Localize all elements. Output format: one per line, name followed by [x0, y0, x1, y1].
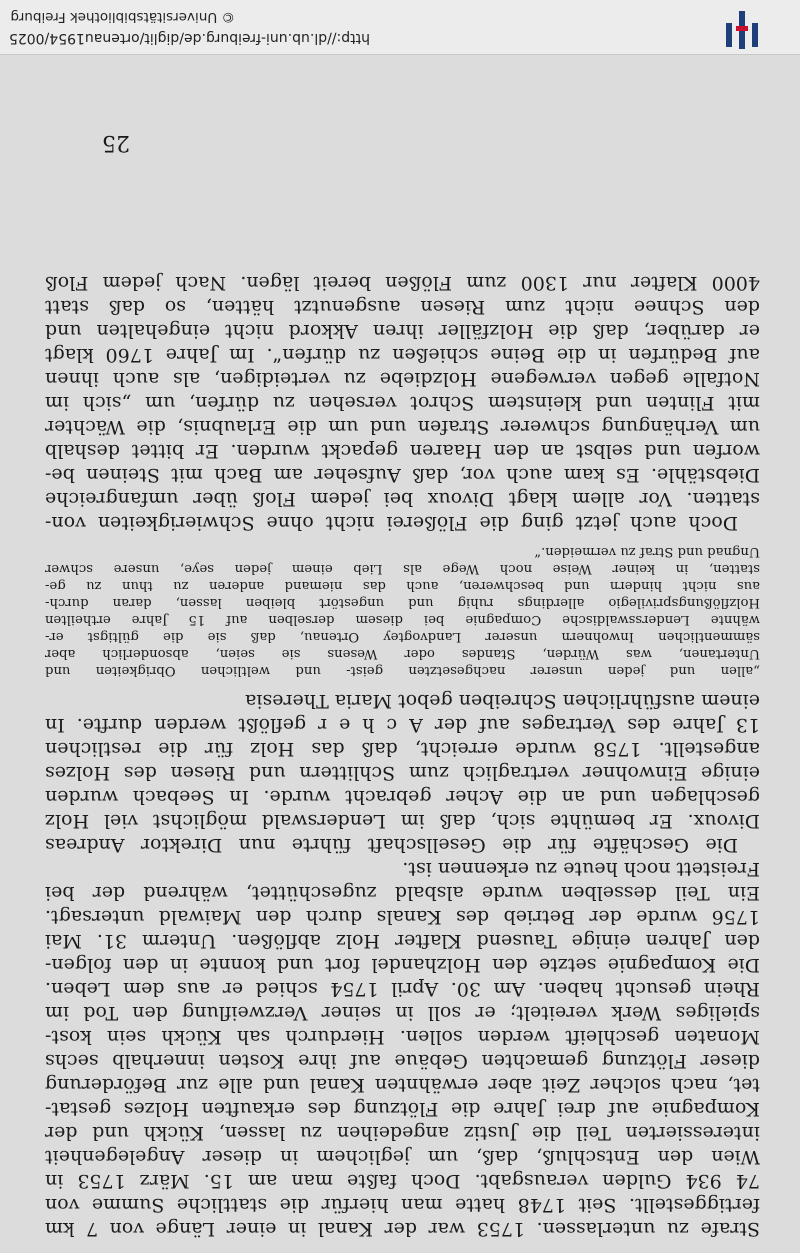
text-line: Monaten geschleift werden sollen. Hierdurch sah Kückh sein kost-: [45, 1026, 760, 1048]
text-line: Wien den Entschluß, daß, um jeglichem in dieser Angelegenheit: [45, 1146, 760, 1168]
text-line: 74 934 Gulden verausgabt. Doch faßte man am 15. März 1753 in: [45, 1170, 760, 1192]
text-line: um Verhängung schwerer Strafen und um die Erlaubnis, die Wächter: [45, 416, 760, 438]
text-line: interessierten Teil die Justiz angedeihen zu lassen, Kückh und der: [45, 1122, 760, 1144]
text-line: den Jahren einige Tausend Klafter Holz abflößen. Unterm 31. Mai: [45, 930, 760, 952]
source-url[interactable]: http://dl.ub.uni-freiburg.de/diglit/ortenau1954/0025: [8, 30, 370, 46]
quote-line: Untertanen, was Würden, Standes oder Wesens sie seien, absonderlich aber: [45, 646, 760, 661]
text-line: statten. Vor allem klagt Divoux bei jedem Floß über umfangreiche: [45, 488, 760, 510]
text-line: mit Flinten und kleinstem Schrot versehen zu dürfen, um „sich im: [45, 392, 760, 414]
text-line: einem ausführlichen Schreiben gebot Maria Theresia: [245, 690, 760, 712]
quote-line: Ungnad und Straf zu vermeiden.“: [534, 544, 760, 559]
text-line: Kompagnie auf drei Jahre die Flötzung des erkauften Holzes gestat-: [45, 1098, 760, 1120]
text-line: Diebstähle. Es kam auch vor, daß Aufseher am Bach mit Steinen be-: [45, 464, 760, 486]
text-line: Strafe zu unterlassen. 1753 war der Kanal in einer Länge von 7 km: [45, 1218, 760, 1240]
quote-line: „allen und jeden unserer nachgesetzten geist- und weltlichen Obrigkeiten und: [45, 663, 760, 678]
text-line: Rhein gesucht haben. Am 30. April 1754 schied er aus dem Leben.: [45, 978, 760, 1000]
ub-freiburg-logo-icon: [719, 7, 765, 53]
quote-line: sämmentlichen Inwohnern unserer Landvogtey Ortenau, daß sie die gültigst er-: [45, 629, 760, 644]
text-line: er darüber, daß die Holzfäller ihren Akkord nicht eingehalten und: [45, 320, 760, 342]
quote-line: wähnte Lendersswaldische Compagnie bei diesem derselben auf 15 Jahre ertheilten: [45, 612, 760, 627]
text-line: Notfalle gegen verwegene Holzdiebe zu verteidigen, als auch ihnen: [45, 368, 760, 390]
text-line: Die Geschäfte für die Gesellschaft führte nun Direktor Andreas: [45, 834, 738, 856]
text-line: spieliges Werk vereitelt; er soll in seiner Verzweiflung den Tod im: [45, 1002, 760, 1024]
text-line: dieser Flötzung gemachten Gebäue auf ihre Kosten innerhalb sechs: [45, 1050, 760, 1072]
text-line: tet, nach solcher Zeit aber erwähnten Kanal und alle zur Beförderung: [45, 1074, 760, 1096]
text-line: Die Kompagnie setzte den Holzhandel fort und konnte in den folgen-: [45, 954, 760, 976]
quote-line: aus nicht hindern und beschweren, auch das niemand anderen zu thun zu ge-: [45, 578, 760, 593]
text-line: Freistett noch heute zu erkennen ist.: [402, 858, 760, 880]
text-line: den Schnee nicht zum Riesen ausgenutzt hätten, so daß statt: [45, 296, 760, 318]
text-line: fertiggestellt. Seit 1748 hatte man hierfür die stattliche Summe von: [45, 1194, 760, 1216]
text-line: 1756 wurde der Betrieb des Kanals durch den Maiwald untersagt.: [45, 906, 760, 928]
text-line: einige Einwohner vertraglich zum Schlittern und Riesen des Holzes: [45, 762, 760, 784]
text-line: 4000 Klafter nur 1300 zum Flößen bereit lägen. Nach jedem Floß: [45, 272, 760, 294]
text-line: angestellt. 1758 wurde erreicht, daß das Holz für die restlichen: [45, 738, 760, 760]
text-line: Doch auch jetzt ging die Flößerei nicht ohne Schwierigkeiten von-: [45, 512, 738, 534]
quote-line: Holzflößungsprivilegio allerdings ruhig und ungestört bleiben lassen, daran durch-: [45, 595, 760, 610]
quote-line: statten, in keiner Weise noch Wege als Lieb einem jeden seye, unsere schwer: [45, 561, 760, 576]
text-line: 13 Jahre des Vertrages auf der A c h e r geflößt werden durfte. In: [45, 714, 760, 736]
copyright-notice: © Universitätsbibliothek Freiburg: [10, 9, 235, 25]
text-line: auf Bedürfen in die Beine schießen zu dürfen“. Im Jahre 1760 klagt: [45, 344, 760, 366]
page-number: 25: [102, 130, 130, 155]
text-line: Ein Teil desselben wurde alsbald zugeschüttet, während der bei: [45, 882, 760, 904]
text-line: Divoux. Er bemühte sich, daß im Lenderswald möglichst viel Holz: [45, 810, 760, 832]
text-line: worfen und selbst an den Haaren gepackt wurden. Er bittet deshalb: [45, 440, 760, 462]
text-line: geschlagen und an die Acher gebracht wurde. In Seebach wurden: [45, 786, 760, 808]
